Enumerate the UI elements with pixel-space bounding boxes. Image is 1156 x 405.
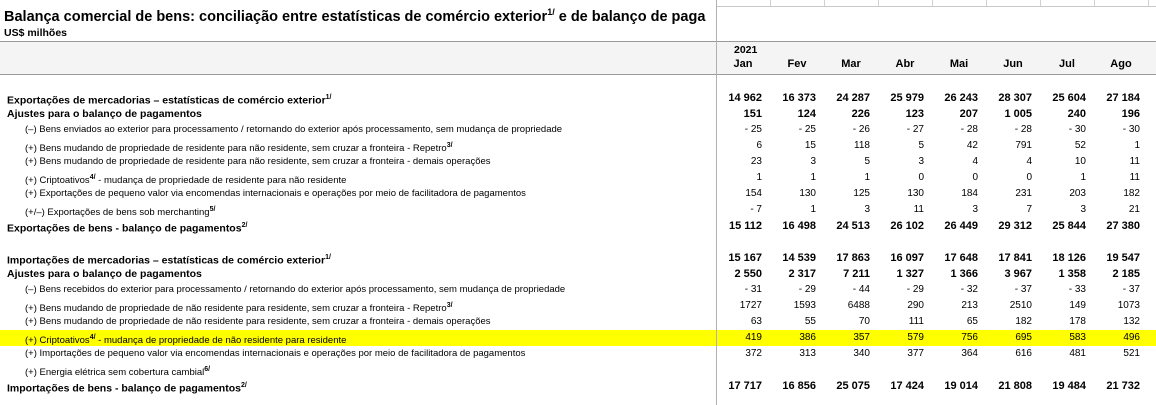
table-cell: 1 366 bbox=[950, 268, 978, 280]
month-header-jan: Jan bbox=[733, 58, 753, 70]
table-cell: 583 bbox=[1069, 332, 1086, 343]
table-cell: 3 967 bbox=[1004, 268, 1032, 280]
table-cell: 16 373 bbox=[782, 92, 816, 104]
table-cell: 17 863 bbox=[836, 252, 870, 264]
table-cell: 17 424 bbox=[890, 380, 924, 392]
table-cell: 377 bbox=[907, 348, 924, 359]
table-cell: 21 808 bbox=[998, 380, 1032, 392]
table-cell: - 30 bbox=[1122, 124, 1140, 135]
table-cell: 23 bbox=[750, 156, 762, 167]
row-label: (+/–) Exportações de bens sob merchanting$^{5/}$ bbox=[25, 206, 216, 219]
table-cell: 154 bbox=[745, 188, 762, 199]
table-cell: - 33 bbox=[1068, 284, 1086, 295]
table-row bbox=[0, 250, 1156, 266]
table-cell: 16 498 bbox=[782, 220, 816, 232]
row-footnote: 4/ bbox=[89, 334, 96, 341]
table-cell: 29 312 bbox=[998, 220, 1032, 232]
table-cell: 313 bbox=[799, 348, 816, 359]
table-cell: 5 bbox=[864, 156, 870, 167]
table-cell: 15 112 bbox=[728, 220, 762, 232]
month-header-fev: Fev bbox=[787, 58, 807, 70]
table-cell: 1 327 bbox=[896, 268, 924, 280]
table-cell: 496 bbox=[1123, 332, 1140, 343]
table-cell: 579 bbox=[907, 332, 924, 343]
row-label: (+) Criptoativos$^{4/}$ - mudança de propriedade de residente para não residente bbox=[25, 174, 347, 187]
row-footnote: 2/ bbox=[241, 222, 248, 229]
table-row bbox=[0, 138, 1156, 154]
table-cell: 1073 bbox=[1117, 300, 1140, 311]
table-cell: 6 bbox=[756, 140, 762, 151]
table-cell: 1 bbox=[810, 204, 816, 215]
table-cell: 132 bbox=[1123, 316, 1140, 327]
table-cell: - 29 bbox=[906, 284, 924, 295]
row-label: Importações de bens - balanço de pagamentos$^{2/}$ bbox=[7, 382, 247, 395]
table-row bbox=[0, 218, 1156, 234]
title-footnote: 1/ bbox=[547, 7, 555, 17]
table-cell: 42 bbox=[966, 140, 978, 151]
table-cell: 203 bbox=[1069, 188, 1086, 199]
table-cell: 3 bbox=[810, 156, 816, 167]
table-row bbox=[0, 282, 1156, 298]
table-cell: 15 167 bbox=[728, 252, 762, 264]
table-cell: 521 bbox=[1123, 348, 1140, 359]
table-cell: 2 185 bbox=[1112, 268, 1140, 280]
row-footnote: 4/ bbox=[89, 174, 96, 181]
table-cell: 213 bbox=[961, 300, 978, 311]
table-cell: 1 bbox=[810, 172, 816, 183]
table-cell: 3 bbox=[972, 204, 978, 215]
table-cell: 25 844 bbox=[1052, 220, 1086, 232]
table-cell: - 30 bbox=[1068, 124, 1086, 135]
table-cell: - 27 bbox=[906, 124, 924, 135]
row-footnote: 6/ bbox=[204, 366, 211, 373]
table-cell: 240 bbox=[1067, 108, 1086, 120]
table-row bbox=[0, 314, 1156, 330]
table-cell: - 31 bbox=[744, 284, 762, 295]
row-footnote: 5/ bbox=[209, 206, 216, 213]
table-cell: - 37 bbox=[1122, 284, 1140, 295]
table-cell: 151 bbox=[743, 108, 762, 120]
table-cell: 19 484 bbox=[1052, 380, 1086, 392]
row-label: (+) Energia elétrica sem cobertura cambial$^{6/}$ bbox=[25, 366, 211, 379]
table-cell: 28 307 bbox=[998, 92, 1032, 104]
table-cell: 357 bbox=[853, 332, 870, 343]
table-cell: 14 539 bbox=[782, 252, 816, 264]
table-row bbox=[0, 154, 1156, 170]
table-cell: - 28 bbox=[960, 124, 978, 135]
table-cell: 11 bbox=[913, 204, 924, 215]
table-row-highlighted bbox=[0, 330, 1156, 346]
table-cell: 3 bbox=[864, 204, 870, 215]
table-cell: 1 bbox=[756, 172, 762, 183]
table-row bbox=[0, 362, 1156, 378]
table-cell: 11 bbox=[1129, 172, 1140, 183]
table-cell: 4 bbox=[972, 156, 978, 167]
table-cell: 26 449 bbox=[944, 220, 978, 232]
table-cell: 14 962 bbox=[728, 92, 762, 104]
table-cell: 2 550 bbox=[734, 268, 762, 280]
table-cell: 0 bbox=[972, 172, 978, 183]
table-cell: 1727 bbox=[739, 300, 762, 311]
table-cell: - 37 bbox=[1014, 284, 1032, 295]
table-cell: 616 bbox=[1015, 348, 1032, 359]
table-cell: 16 097 bbox=[890, 252, 924, 264]
table-cell: 52 bbox=[1074, 140, 1086, 151]
row-label: (+) Importações de pequeno valor via encomendas internacionais e operações por meio de facilitadora de pagamentos bbox=[25, 348, 526, 359]
table-cell: 419 bbox=[745, 332, 762, 343]
table-cell: 70 bbox=[858, 316, 870, 327]
row-label: (+) Exportações de pequeno valor via encomendas internacionais e operações por meio de facilitadora de pagamentos bbox=[25, 188, 526, 199]
row-footnote: 2/ bbox=[240, 382, 247, 389]
table-cell: 7 211 bbox=[843, 268, 870, 280]
month-header-mar: Mar bbox=[841, 58, 861, 70]
table-row bbox=[0, 266, 1156, 282]
table-cell: 17 717 bbox=[728, 380, 762, 392]
table-row bbox=[0, 122, 1156, 138]
table-cell: - 44 bbox=[852, 284, 870, 295]
table-cell: 26 102 bbox=[890, 220, 924, 232]
table-cell: 65 bbox=[966, 316, 978, 327]
month-header-mai: Mai bbox=[949, 58, 969, 70]
table-cell: 24 287 bbox=[836, 92, 870, 104]
month-header-abr: Abr bbox=[895, 58, 915, 70]
table-cell: 340 bbox=[853, 348, 870, 359]
table-cell: 149 bbox=[1069, 300, 1086, 311]
table-cell: 1 bbox=[1134, 140, 1140, 151]
column-divider bbox=[716, 0, 717, 405]
table-cell: 123 bbox=[905, 108, 924, 120]
table-cell: 791 bbox=[1015, 140, 1032, 151]
table-cell: 756 bbox=[961, 332, 978, 343]
table-cell: 21 bbox=[1128, 204, 1140, 215]
table-cell: 25 604 bbox=[1052, 92, 1086, 104]
table-row bbox=[0, 90, 1156, 106]
unit-label: US$ milhões bbox=[4, 27, 68, 39]
table-cell: 111 bbox=[908, 316, 924, 327]
table-cell: - 26 bbox=[852, 124, 870, 135]
table-cell: - 28 bbox=[1014, 124, 1032, 135]
table-cell: 130 bbox=[799, 188, 816, 199]
table-cell: 2510 bbox=[1009, 300, 1032, 311]
table-cell: 16 856 bbox=[782, 380, 816, 392]
row-label: (–) Bens recebidos do exterior para processamento / retornando do exterior após processamento, sem mudança de propriedade bbox=[25, 284, 566, 295]
table-cell: 226 bbox=[851, 108, 870, 120]
table-cell: 63 bbox=[750, 316, 762, 327]
table-cell: 4 bbox=[1026, 156, 1032, 167]
table-cell: 196 bbox=[1121, 108, 1140, 120]
table-cell: 125 bbox=[853, 188, 870, 199]
row-label: Exportações de mercadorias – estatísticas de comércio exterior$^{1/}$ bbox=[7, 94, 332, 107]
row-label: Exportações de bens - balanço de pagamentos$^{2/}$ bbox=[7, 222, 248, 235]
table-cell: 372 bbox=[745, 348, 762, 359]
table-row bbox=[0, 202, 1156, 218]
table-row bbox=[0, 298, 1156, 314]
row-label: (+) Bens mudando de propriedade de não residente para residente, sem cruzar a fronteira - Repetro$^{3/}$ bbox=[25, 302, 453, 315]
table-cell: 17 841 bbox=[998, 252, 1032, 264]
table-cell: 25 979 bbox=[890, 92, 924, 104]
table-row bbox=[0, 378, 1156, 394]
row-footnote: 1/ bbox=[325, 94, 332, 101]
table-cell: 3 bbox=[1080, 204, 1086, 215]
table-cell: - 32 bbox=[960, 284, 978, 295]
table-cell: - 29 bbox=[798, 284, 816, 295]
table-row bbox=[0, 170, 1156, 186]
table-cell: 10 bbox=[1074, 156, 1086, 167]
table-cell: 17 648 bbox=[944, 252, 978, 264]
row-label: (+) Bens mudando de propriedade de residente para não residente, sem cruzar a fronteira - demais operações bbox=[25, 156, 491, 167]
row-label: (+) Criptoativos$^{4/}$ - mudança de propriedade de não residente para residente bbox=[25, 334, 347, 347]
table-cell: 1593 bbox=[793, 300, 816, 311]
table-cell: 21 732 bbox=[1106, 380, 1140, 392]
table-cell: 231 bbox=[1015, 188, 1032, 199]
table-cell: 26 243 bbox=[944, 92, 978, 104]
table-title: Balança comercial de bens: conciliação entre estatísticas de comércio exterior$^{1/}$ e de balanço de paga bbox=[4, 7, 706, 25]
table-cell: 695 bbox=[1015, 332, 1032, 343]
month-header-ago: Ago bbox=[1110, 58, 1132, 70]
row-label: Importações de mercadorias – estatísticas de comércio exterior$^{1/}$ bbox=[7, 254, 331, 267]
table-cell: 6488 bbox=[847, 300, 870, 311]
table-cell: 27 184 bbox=[1106, 92, 1140, 104]
table-cell: 1 bbox=[1080, 172, 1086, 183]
table-cell: 5 bbox=[918, 140, 924, 151]
table-cell: 2 317 bbox=[788, 268, 816, 280]
table-cell: 118 bbox=[854, 140, 870, 151]
table-cell: - 7 bbox=[750, 204, 762, 215]
table-cell: 386 bbox=[799, 332, 816, 343]
table-row bbox=[0, 186, 1156, 202]
row-label: (+) Bens mudando de propriedade de residente para não residente, sem cruzar a fronteira - Repetro$^{3/}$ bbox=[25, 142, 453, 155]
table-cell: 11 bbox=[1129, 156, 1140, 167]
table-cell: 27 380 bbox=[1106, 220, 1140, 232]
table-cell: 184 bbox=[961, 188, 978, 199]
table-cell: 1 005 bbox=[1004, 108, 1032, 120]
table-cell: 0 bbox=[918, 172, 924, 183]
table-cell: 25 075 bbox=[836, 380, 870, 392]
table-row bbox=[0, 346, 1156, 362]
top-column-strip bbox=[716, 0, 1156, 7]
month-header-jun: Jun bbox=[1003, 58, 1023, 70]
table-cell: 130 bbox=[907, 188, 924, 199]
table-cell: 178 bbox=[1069, 316, 1086, 327]
table-cell: 1 bbox=[864, 172, 870, 183]
row-footnote: 1/ bbox=[325, 254, 331, 261]
row-footnote: 3/ bbox=[446, 302, 453, 309]
table-cell: 24 513 bbox=[836, 220, 870, 232]
table-cell: 55 bbox=[804, 316, 816, 327]
table-cell: 364 bbox=[961, 348, 978, 359]
year-header: 2021 bbox=[734, 44, 758, 56]
table-row bbox=[0, 106, 1156, 122]
table-cell: 1 358 bbox=[1058, 268, 1086, 280]
table-cell: 19 014 bbox=[944, 380, 978, 392]
row-label: (+) Bens mudando de propriedade de não residente para residente, sem cruzar a fronteira - demais operações bbox=[25, 316, 491, 327]
table-cell: 18 126 bbox=[1052, 252, 1086, 264]
table-cell: 0 bbox=[1026, 172, 1032, 183]
table-cell: 7 bbox=[1026, 204, 1032, 215]
table-cell: 3 bbox=[918, 156, 924, 167]
row-label: Ajustes para o balanço de pagamentos bbox=[7, 268, 202, 280]
table-cell: - 25 bbox=[744, 124, 762, 135]
row-footnote: 3/ bbox=[446, 142, 453, 149]
row-label: (–) Bens enviados ao exterior para processamento / retornando do exterior após processamento, sem mudança de propriedade bbox=[25, 124, 563, 135]
table-cell: - 25 bbox=[798, 124, 816, 135]
month-header-jul: Jul bbox=[1059, 58, 1075, 70]
table-cell: 290 bbox=[907, 300, 924, 311]
table-cell: 19 547 bbox=[1106, 252, 1140, 264]
table-cell: 15 bbox=[804, 140, 816, 151]
table-cell: 182 bbox=[1123, 188, 1140, 199]
table-cell: 207 bbox=[959, 108, 978, 120]
row-label: Ajustes para o balanço de pagamentos bbox=[7, 108, 202, 120]
table-cell: 481 bbox=[1069, 348, 1086, 359]
table-cell: 182 bbox=[1015, 316, 1032, 327]
table-cell: 124 bbox=[797, 108, 816, 120]
